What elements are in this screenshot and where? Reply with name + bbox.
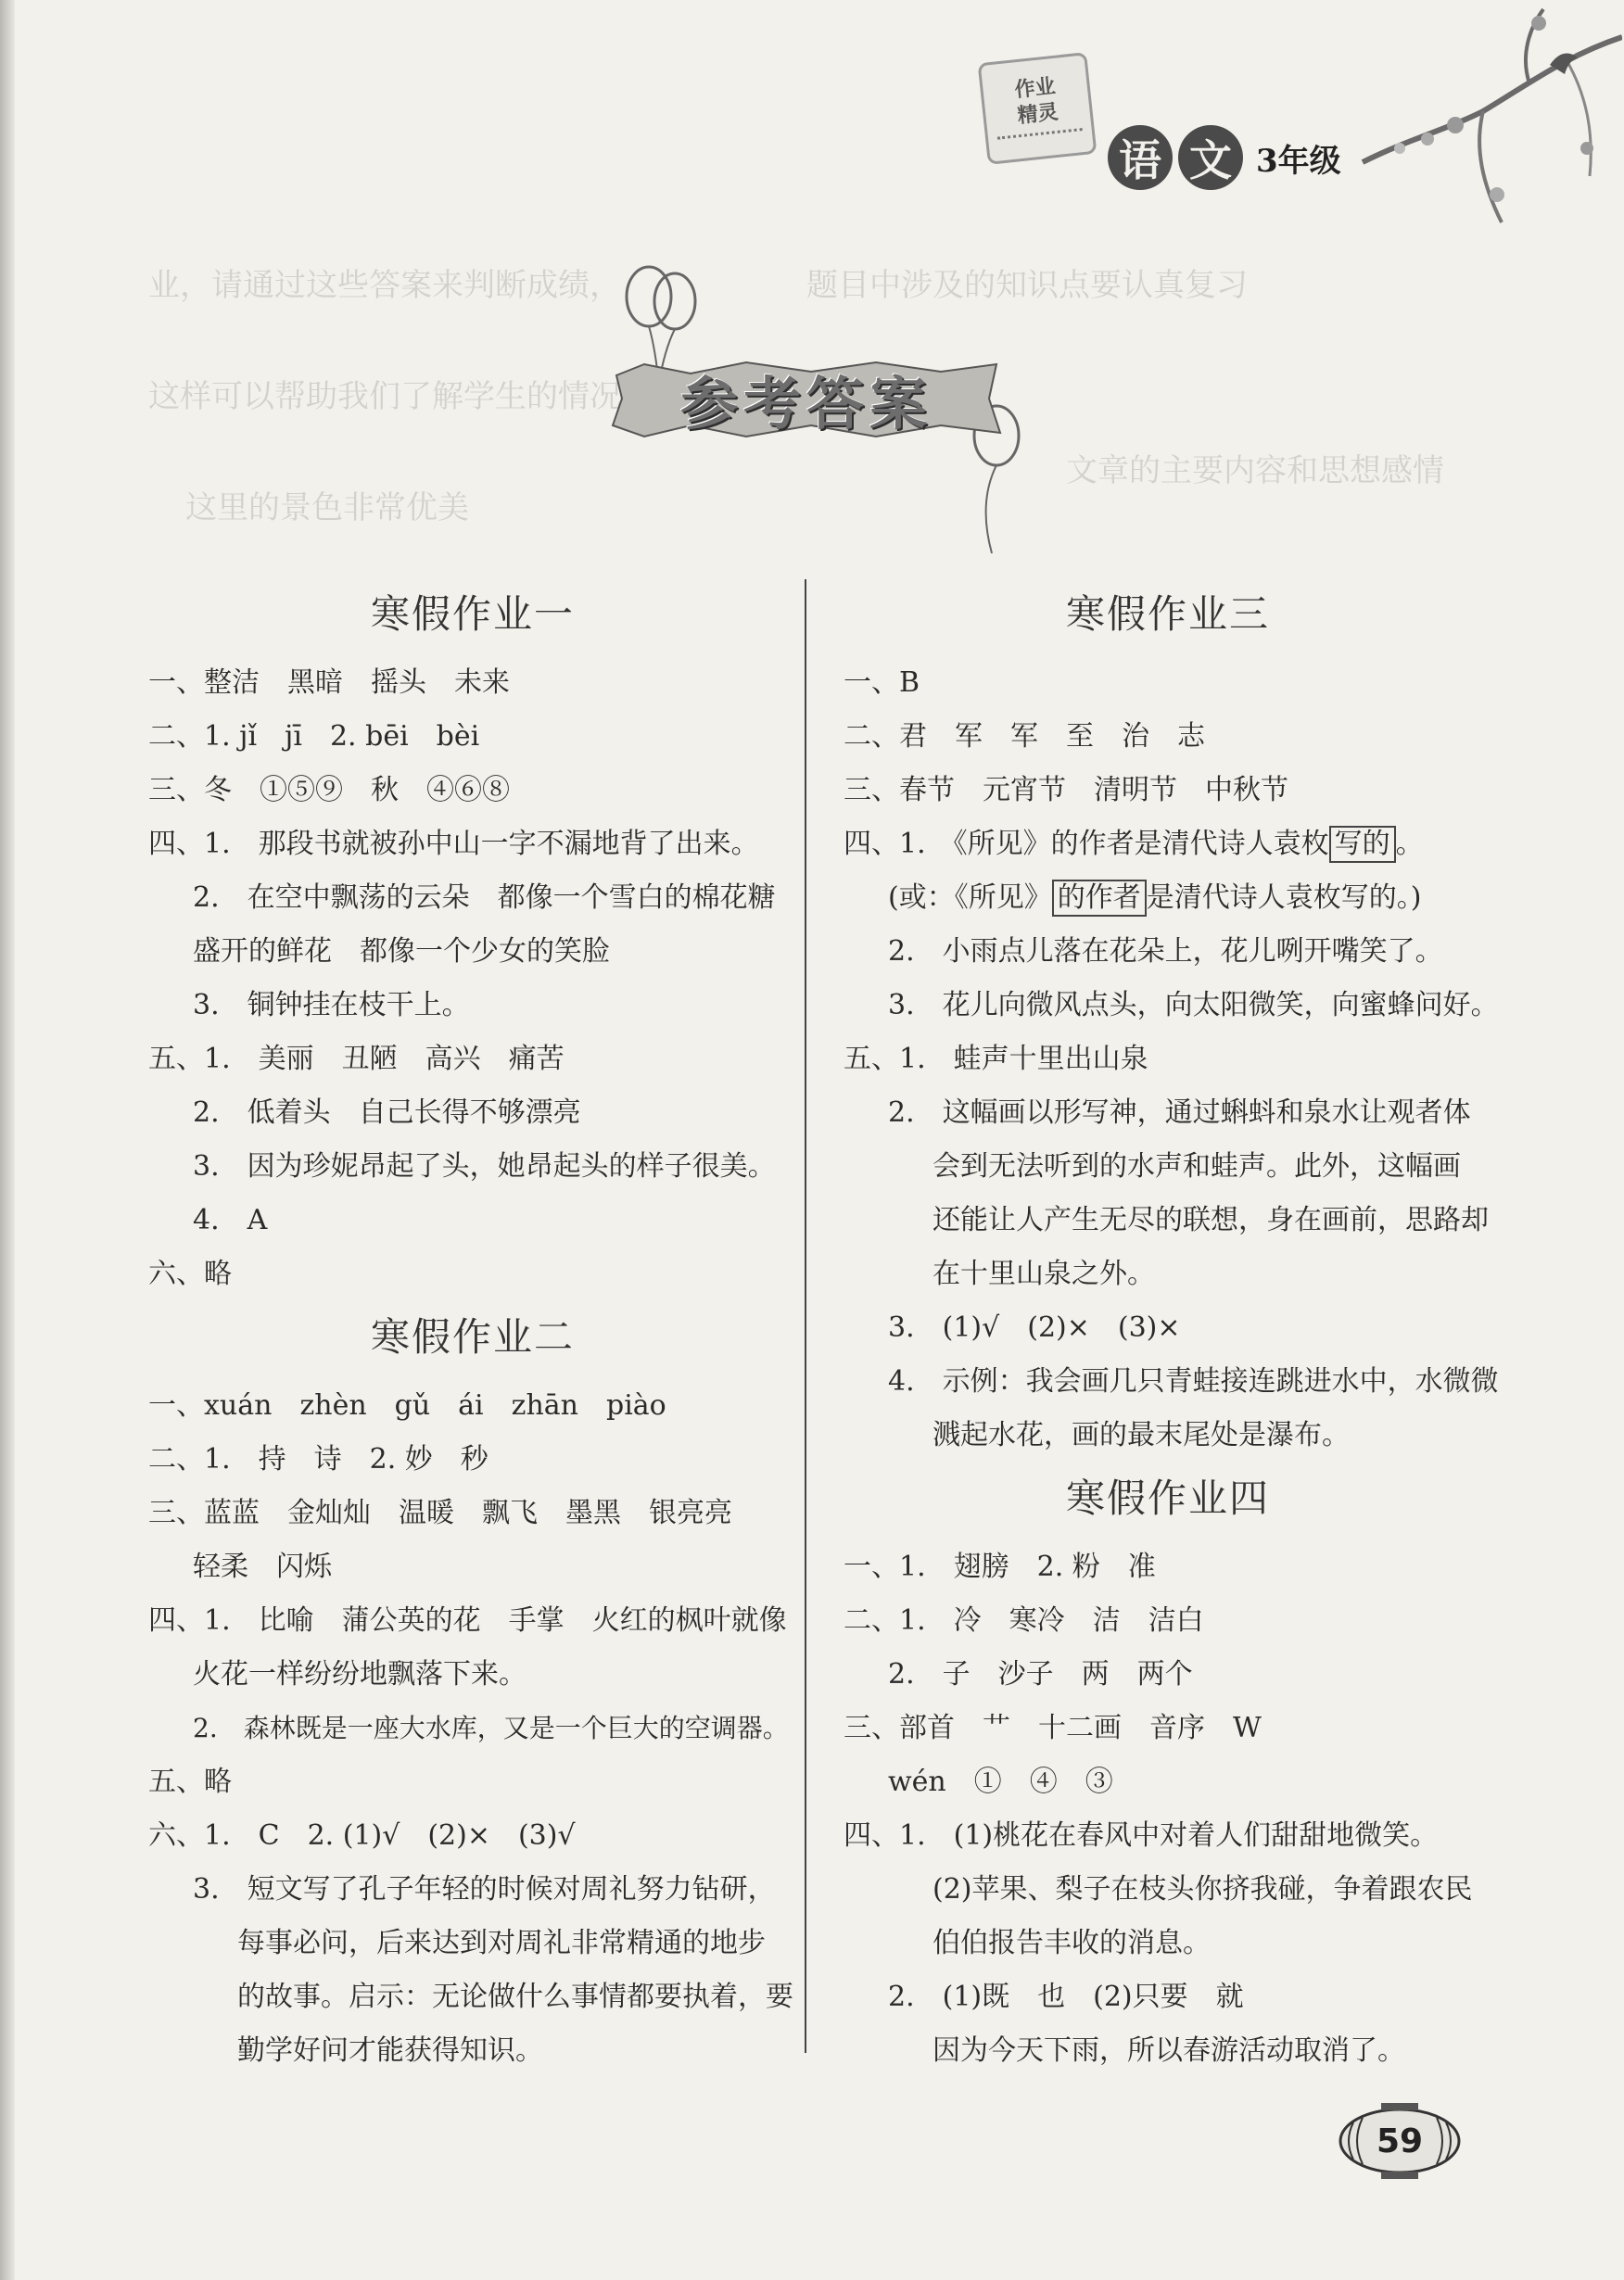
answer-line: 的故事。启示：无论做什么事情都要执着，要: [237, 1981, 793, 2013]
answer-line: 三、部首 艹 十二画 音序 W: [844, 1712, 1262, 1744]
section-title: 寒假作业二: [370, 1314, 575, 1360]
answer-line: 二、1. 持 诗 2. 妙 秒: [148, 1443, 488, 1476]
answer-line: 伯伯报告丰收的消息。: [933, 1927, 1211, 1959]
answer-text: 。: [1395, 828, 1424, 860]
answer-text: (或：《所见》: [888, 881, 1052, 914]
column-divider: [805, 579, 806, 2053]
page-edge-shadow: [0, 0, 15, 2280]
answer-line: 3. 因为珍妮昂起了头，她昂起头的样子很美。: [193, 1150, 776, 1183]
left-column: [148, 575, 797, 2078]
answer-line: 一、整洁 黑暗 摇头 未来: [148, 666, 510, 699]
answer-line: 六、1. C 2. (1)√ (2)× (3)√: [148, 1819, 576, 1852]
answer-line: 2. 这幅画以形写神，通过蝌蚪和泉水让观者体: [888, 1096, 1471, 1129]
answer-line: 五、1. 美丽 丑陋 高兴 痛苦: [148, 1043, 565, 1075]
answer-line: 四、1. 比喻 蒲公英的花 手掌 火红的枫叶就像: [148, 1604, 787, 1637]
bleed-through-text: 这样可以帮助我们了解学生的情况: [148, 378, 621, 415]
answer-key-banner: [607, 357, 1006, 440]
answer-line: wén ① ④ ③: [888, 1766, 1113, 1798]
answer-line: 3. 短文写了孔子年轻的时候对周礼努力钻研，: [193, 1873, 776, 1906]
stamp-line-1: 作业: [1013, 73, 1057, 103]
answer-line: (2)苹果、梨子在枝头你挤我碰，争着跟农民: [933, 1873, 1473, 1906]
page-number: 59: [1376, 2122, 1424, 2160]
answer-line: 还能让人产生无尽的联想，身在画前，思路却: [933, 1204, 1489, 1236]
answer-line: 会到无法听到的水声和蛙声。此外，这幅画: [933, 1150, 1461, 1183]
plum-branch-illustration: [1344, 0, 1622, 241]
answer-line: 在十里山泉之外。: [933, 1258, 1155, 1290]
answer-line: 三、春节 元宵节 清明节 中秋节: [844, 774, 1288, 806]
section-title: 寒假作业三: [1065, 591, 1270, 637]
subject-char-1: 语: [1108, 125, 1173, 190]
answer-line: 六、略: [148, 1258, 232, 1290]
answer-line: 2. 森林既是一座大水库，又是一个巨大的空调器。: [193, 1713, 789, 1743]
answer-line: [844, 817, 1492, 871]
answer-line: 三、冬 ①⑤⑨ 秋 ④⑥⑧: [148, 774, 510, 806]
answer-line: 勤学好问才能获得知识。: [237, 2034, 543, 2067]
answer-line: 三、蓝蓝 金灿灿 温暖 飘飞 墨黑 银亮亮: [148, 1497, 732, 1529]
answer-line: 盛开的鲜花 都像一个少女的笑脸: [193, 935, 610, 968]
banner-title: 参考答案: [679, 369, 933, 437]
answer-line: 四、1. (1)桃花在春风中对着人们甜甜地微笑。: [844, 1819, 1439, 1852]
answer-line: 因为今天下雨，所以春游活动取消了。: [933, 2034, 1405, 2067]
homework-stamp-logo: [978, 52, 1097, 165]
subject-heading: [1108, 125, 1341, 190]
answer-line: 五、略: [148, 1766, 232, 1798]
subject-char-2: 文: [1178, 125, 1243, 190]
answer-line: 火花一样纷纷地飘落下来。: [193, 1658, 527, 1691]
bleed-through-text: 这里的景色非常优美: [185, 489, 469, 526]
grade-label: 3年级: [1256, 142, 1341, 180]
answer-line: 每事必问，后来达到对周礼非常精通的地步: [237, 1927, 766, 1959]
answer-line: 轻柔 闪烁: [193, 1551, 332, 1583]
stamp-line-2: 精灵: [1016, 99, 1059, 129]
page-number-badge: [1335, 2099, 1465, 2183]
answer-line: 一、xuán zhèn gǔ ái zhān piào: [148, 1389, 666, 1422]
answer-line: 2. 低着头 自己长得不够漂亮: [193, 1096, 581, 1129]
answer-line: 溅起水花，画的最末尾处是瀑布。: [933, 1419, 1350, 1451]
answer-line: 二、1. jǐ jī 2. bēi bèi: [148, 720, 480, 753]
answer-line: 2. 小雨点儿落在花朵上，花儿咧开嘴笑了。: [888, 935, 1443, 968]
right-column: [844, 575, 1499, 2078]
answer-line: 二、1. 冷 寒冷 洁 洁白: [844, 1604, 1204, 1637]
answer-line: 2. 子 沙子 两 两个: [888, 1658, 1193, 1691]
answer-line: 3. (1)√ (2)× (3)×: [888, 1311, 1181, 1344]
answer-line: 二、君 军 军 至 治 志: [844, 720, 1205, 753]
answer-line: 五、1. 蛙声十里出山泉: [844, 1043, 1148, 1075]
boxed-text-mark: 的作者: [1052, 880, 1147, 917]
answer-line: 4. A: [193, 1204, 268, 1236]
bleed-through-text: 业，请通过这些答案来判断成绩，: [148, 267, 621, 304]
boxed-text-mark: 写的: [1329, 826, 1396, 863]
section-title: 寒假作业一: [370, 591, 575, 637]
answer-line: 2. 在空中飘荡的云朵 都像一个雪白的棉花糖: [193, 881, 776, 914]
answer-line: [844, 871, 1492, 925]
bleed-through-text: 文章的主要内容和思想感情: [1066, 452, 1444, 489]
answer-text: 是清代诗人袁枚写的。): [1146, 881, 1422, 914]
answer-line: 一、B: [844, 666, 920, 699]
answer-line: 2. (1)既 也 (2)只要 就: [888, 1981, 1244, 2013]
answer-line: 一、1. 翅膀 2. 粉 准: [844, 1551, 1156, 1583]
bleed-through-text: 题目中涉及的知识点要认真复习: [806, 267, 1248, 304]
answer-line: 3. 花儿向微风点头，向太阳微笑，向蜜蜂问好。: [888, 989, 1499, 1021]
answer-text: 四、1. 《所见》的作者是清代诗人袁枚: [844, 828, 1329, 860]
section-title: 寒假作业四: [1065, 1476, 1270, 1521]
answer-line: 4. 示例：我会画几只青蛙接连跳进水中，水微微: [888, 1365, 1499, 1398]
answer-line: 四、1. 那段书就被孙中山一字不漏地背了出来。: [148, 828, 759, 860]
answer-line: 3. 铜钟挂在枝干上。: [193, 989, 470, 1021]
